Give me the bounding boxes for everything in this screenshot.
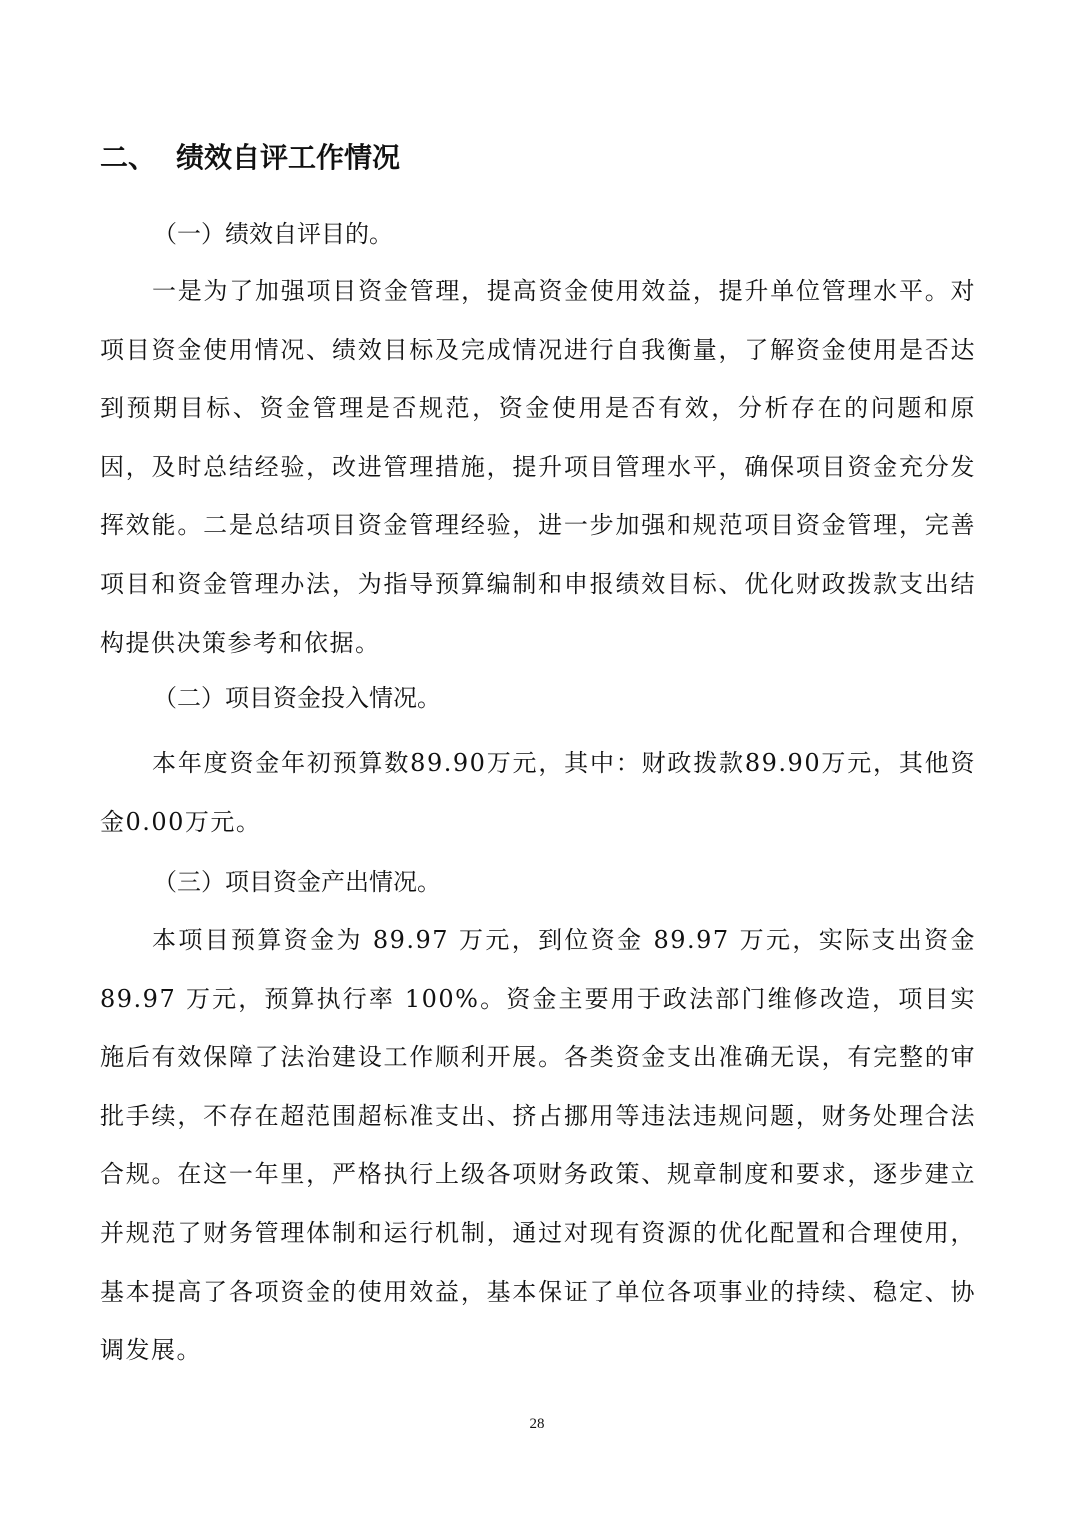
subheading-funding-output: （三）项目资金产出情况。	[153, 868, 441, 896]
section-number: 二、	[100, 141, 157, 174]
paragraph-funding-output: 本项目预算资金为 89.97 万元，到位资金 89.97 万元，实际支出资金 89.97 万元，预算执行率 100%。资金主要用于政法部门维修改造，项目实施后有效保障了法治建设工作顺利开展。各类资金支出准确无误，有完整的审批手续，不存在超范围超标准支出、挤占挪用等违法违规问题，财务处理合法合规。在这一年里，严格执行上级各项财务政策、规章制度和要求，逐步建立并规范了财务管理体制和运行机制，通过对现有资源的优化配置和合理使用，基本提高了各项资金的使用效益，基本保证了单位各项事业的持续、稳定、协调发展。	[100, 926, 976, 1365]
subheading-funding-input: （二）项目资金投入情况。	[153, 684, 441, 712]
paragraph-purpose: 一是为了加强项目资金管理，提高资金使用效益，提升单位管理水平。对项目资金使用情况、绩效目标及完成情况进行自我衡量，了解资金使用是否达到预期目标、资金管理是否规范，资金使用是否有效，分析存在的问题和原因，及时总结经验，改进管理措施，提升项目管理水平，确保项目资金充分发挥效能。二是总结项目资金管理经验，进一步加强和规范项目资金管理，完善项目和资金管理办法，为指导预算编制和申报绩效目标、优化财政拨款支出结构提供决策参考和依据。	[100, 277, 976, 657]
subheading-purpose: （一）绩效自评目的。	[153, 220, 393, 248]
paragraph-funding-input: 本年度资金年初预算数89.90万元，其中：财政拨款89.90万元，其他资金0.00万元。	[100, 749, 976, 836]
section-heading	[100, 138, 400, 178]
section-title: 绩效自评工作情况	[176, 141, 401, 174]
page-number: 28	[529, 1416, 545, 1432]
